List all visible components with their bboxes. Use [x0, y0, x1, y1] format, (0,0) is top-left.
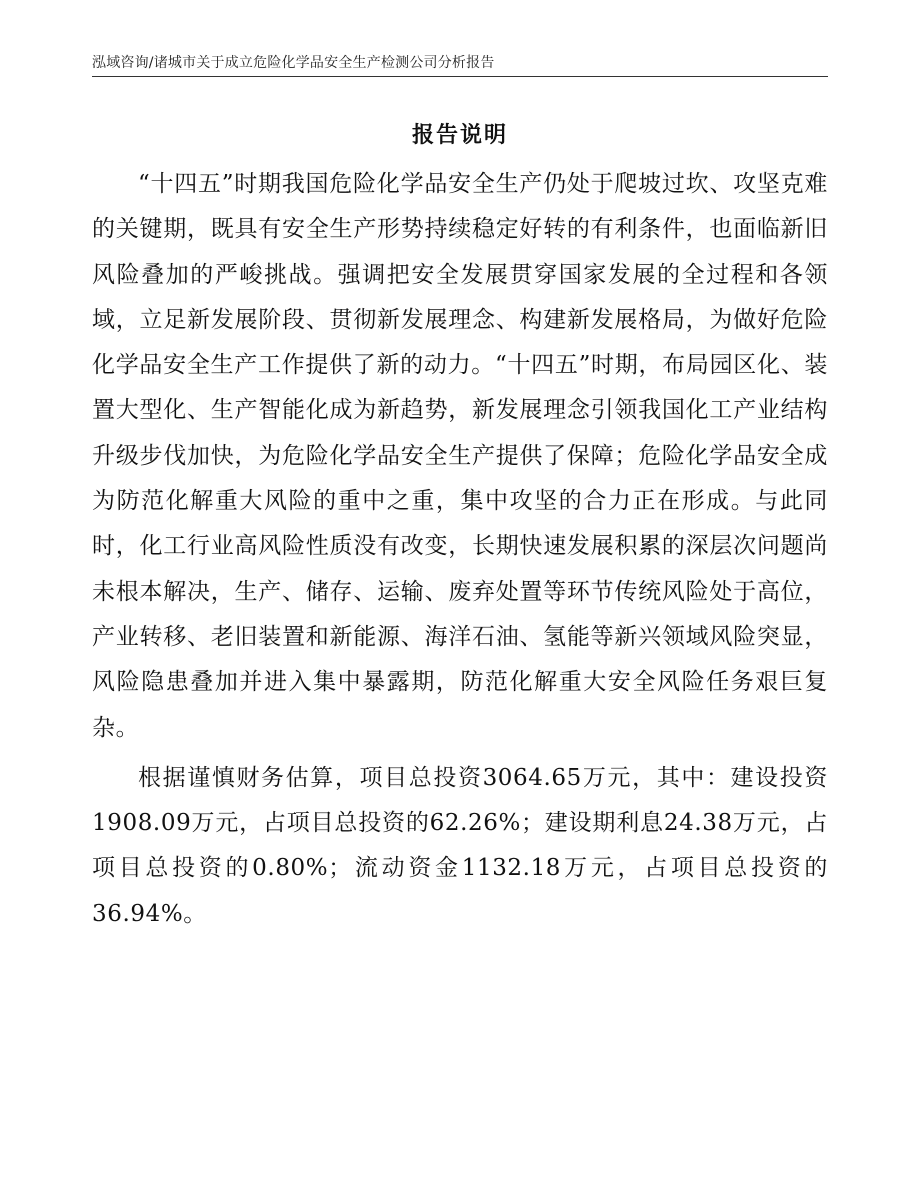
section-title: 报告说明	[411, 123, 508, 148]
paragraph-background: “十四五”时期我国危险化学品安全生产仍处于爬坡过坎、攻坚克难的关键期，既具有安全生产形势持续稳定好转的有利条件，也面临新旧风险叠加的严峻挑战。强调把安全发展贯穿国家发展的全过程和各领域，立足新发展阶段、贯彻新发展理念、构建新发展格局，为做好危险化学品安全生产工作提供了新的动力。“十四五”时期，布局园区化、装置大型化、生产智能化成为新趋势，新发展理念引领我国化工产业结构升级步伐加快，为危险化学品安全生产提供了保障；危险化学品安全成为防范化解重大风险的重中之重，集中攻坚的合力正在形成。与此同时，化工行业高风险性质没有改变，长期快速发展积累的深层次问题尚未根本解决，生产、储存、运输、废弃处置等环节传统风险处于高位，产业转移、老旧装置和新能源、海洋石油、氢能等新兴领域风险突显，风险隐患叠加并进入集中暴露期，防范化解重大安全风险任务艰巨复杂。	[92, 171, 828, 741]
body-text	[92, 162, 828, 937]
header-divider	[92, 76, 828, 77]
paragraph-investment: 根据谨慎财务估算，项目总投资3064.65万元，其中：建设投资1908.09万元，占项目总投资的62.26%；建设期利息24.38万元，占项目总投资的0.80%；流动资金1132.18万元，占项目总投资的36.94%。	[92, 764, 828, 927]
running-header: 泓域咨询/诸城市关于成立危险化学品安全生产检测公司分析报告	[92, 55, 495, 71]
